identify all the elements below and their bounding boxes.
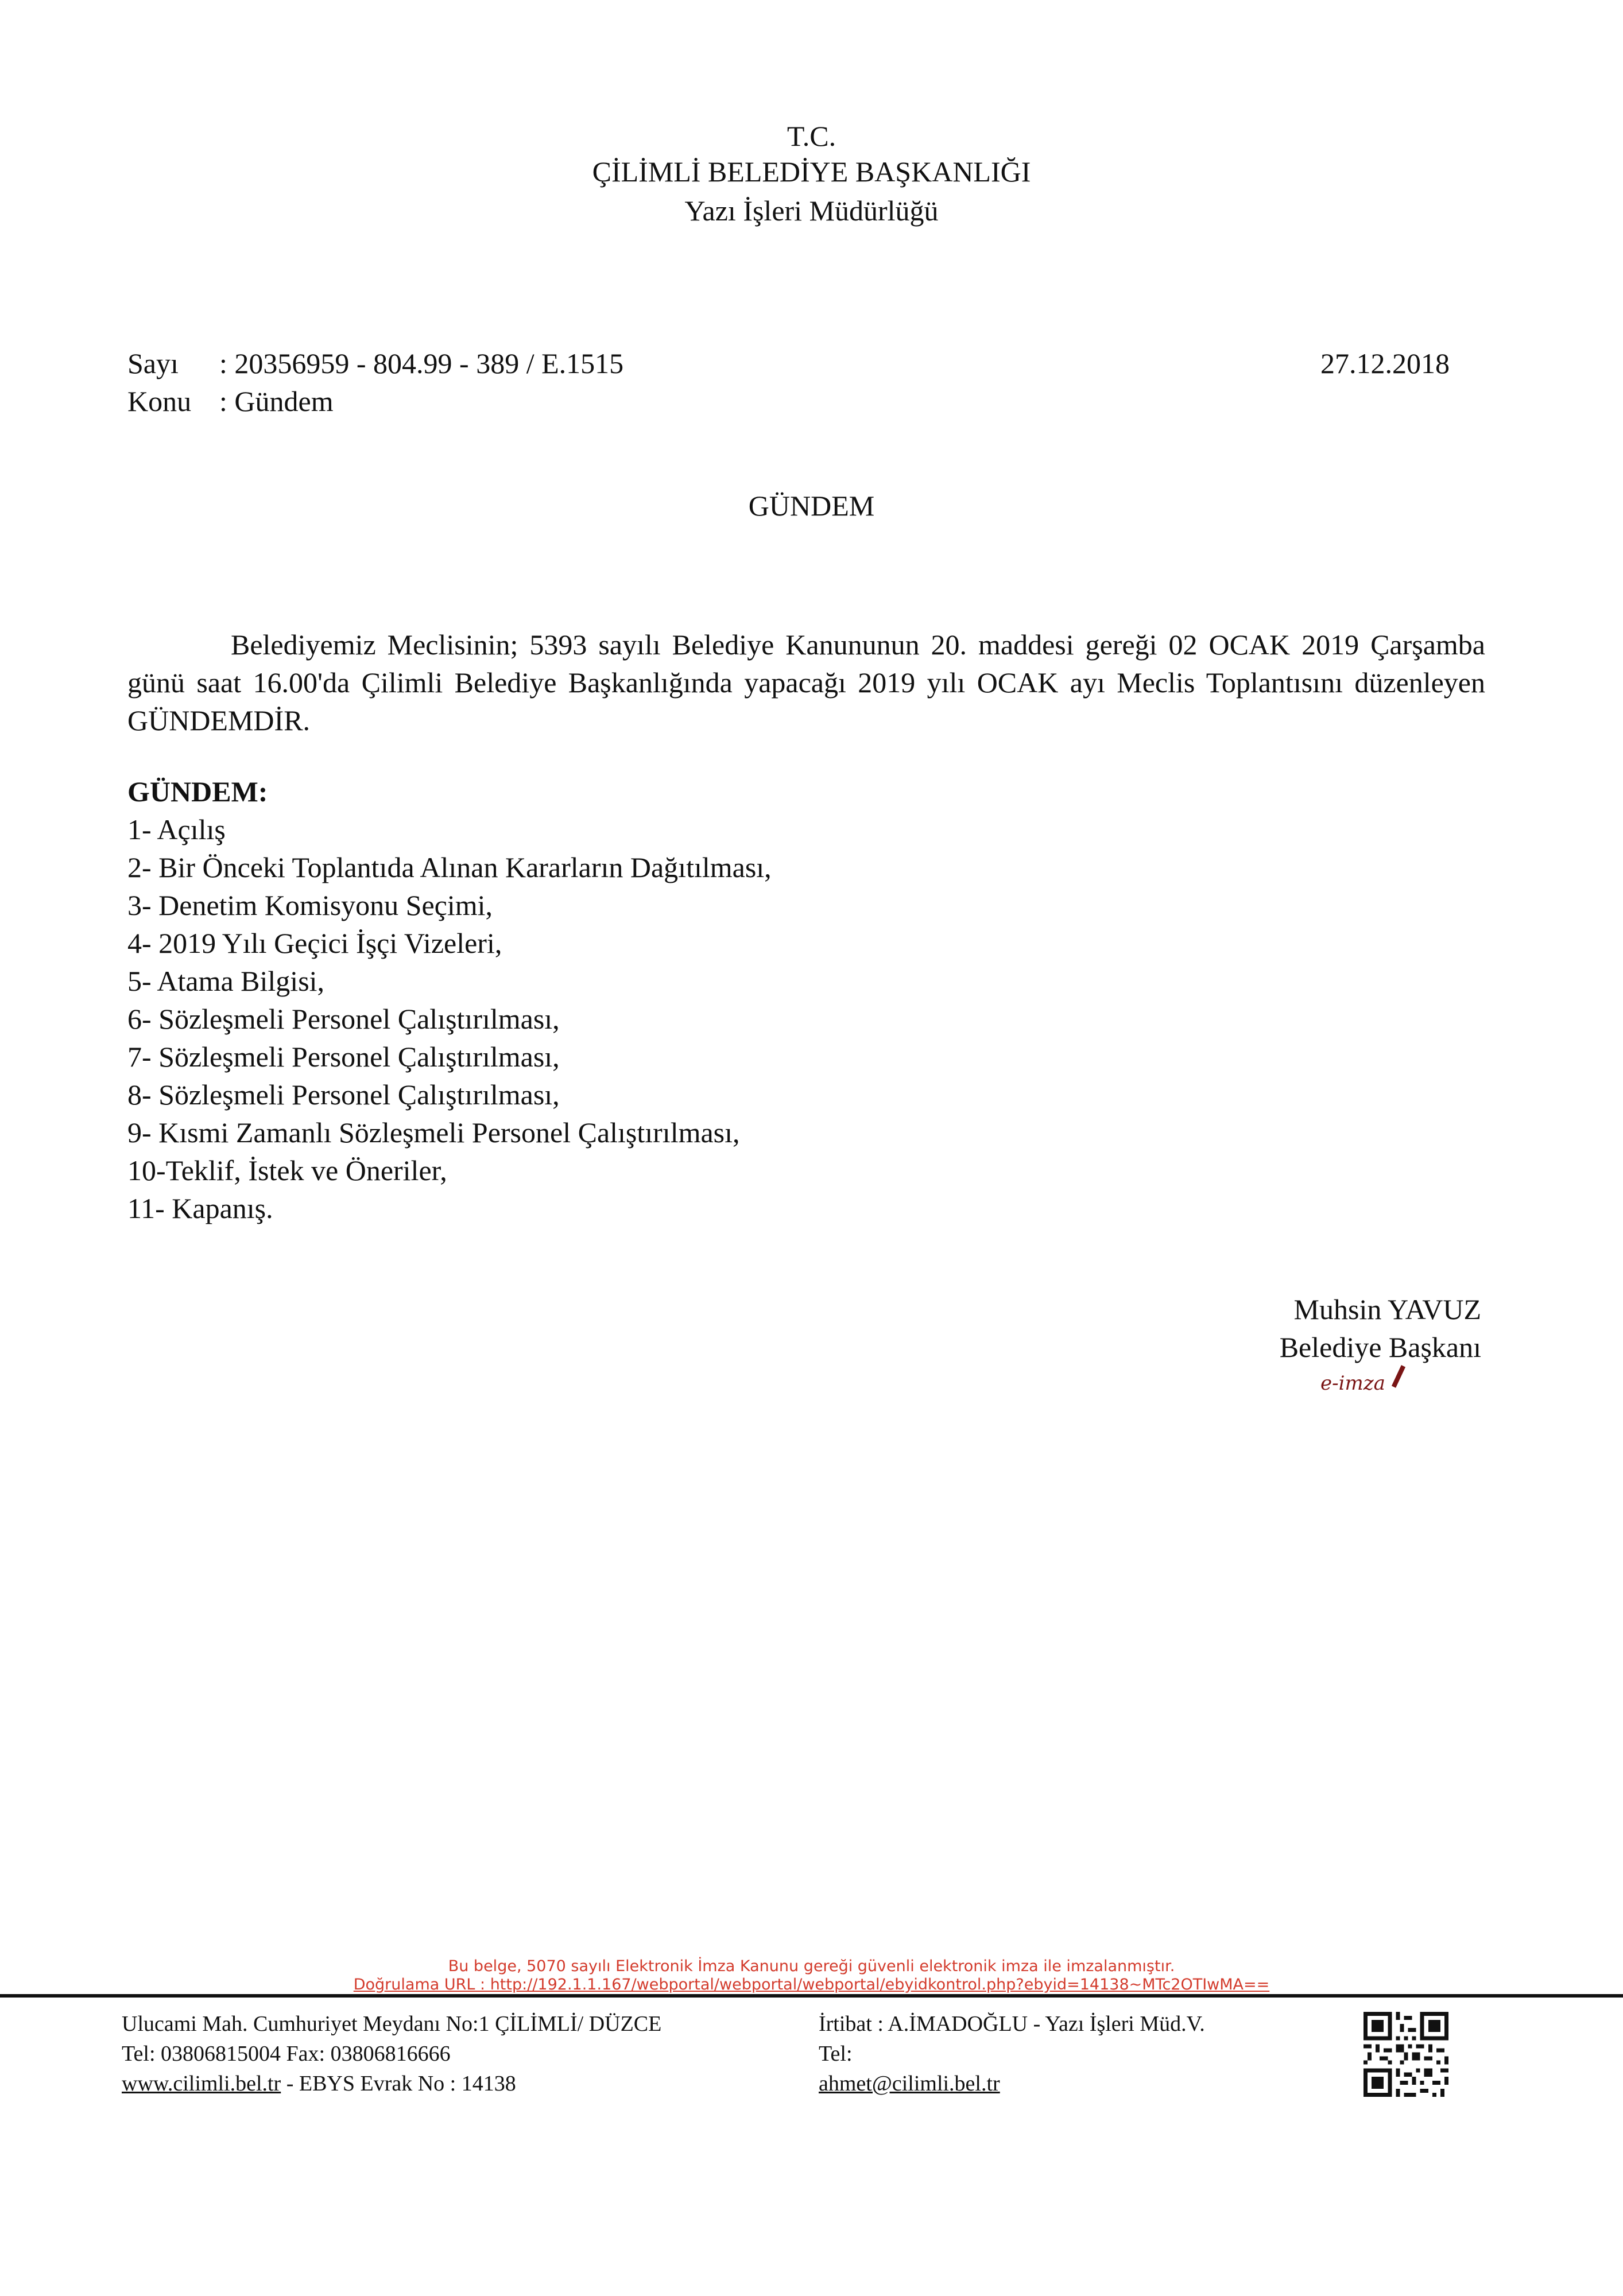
verification-url[interactable] bbox=[0, 1976, 1623, 1994]
agenda-item: 6- Sözleşmeli Personel Çalıştırılması, bbox=[127, 1003, 560, 1035]
agenda-item: 11- Kapanış. bbox=[127, 1192, 273, 1224]
verification-url-text[interactable]: Doğrulama URL : http://192.1.1.167/webportal/webportal/webportal/ebyidkontrol.php?ebyid=14138~MTc2OTIwMA== bbox=[353, 1976, 1270, 1994]
agenda-item: 2- Bir Önceki Toplantıda Alınan Kararların Dağıtılması, bbox=[127, 851, 772, 883]
agenda-item: 8- Sözleşmeli Personel Çalıştırılması, bbox=[127, 1079, 560, 1111]
signatory-name: Muhsin YAVUZ bbox=[1293, 1293, 1481, 1325]
qr-code-icon bbox=[1364, 2012, 1448, 2097]
signatory-title: Belediye Başkanı bbox=[1279, 1331, 1481, 1363]
sayi-value: : 20356959 - 804.99 - 389 / E.1515 bbox=[219, 347, 624, 379]
agenda-item: 5- Atama Bilgisi, bbox=[127, 965, 325, 997]
footer-phone: Tel: 03806815004 Fax: 03806816666 bbox=[122, 2042, 451, 2066]
e-signature-mark: e-imza bbox=[1320, 1372, 1385, 1395]
ebys-number: - EBYS Evrak No : 14138 bbox=[281, 2072, 516, 2096]
footer-web-row bbox=[122, 2069, 516, 2099]
sayi-label: Sayı bbox=[127, 347, 179, 379]
agenda-item: 9- Kısmi Zamanlı Sözleşmeli Personel Çalıştırılması, bbox=[127, 1116, 740, 1149]
agenda-heading: GÜNDEM: bbox=[127, 775, 268, 808]
agenda-item: 1- Açılış bbox=[127, 813, 226, 846]
konu-label: Konu bbox=[127, 385, 192, 417]
email-link[interactable]: ahmet@cilimli.bel.tr bbox=[819, 2072, 1000, 2096]
agenda-item: 10-Teklif, İstek ve Öneriler, bbox=[127, 1154, 447, 1186]
esign-notice: Bu belge, 5070 sayılı Elektronik İmza Kanunu gereği güvenli elektronik imza ile imzalanmıştır. bbox=[448, 1957, 1175, 1975]
header-tc: T.C. bbox=[787, 120, 836, 152]
footer-email bbox=[819, 2069, 1000, 2099]
footer-contact: İrtibat : A.İMADOĞLU - Yazı İşleri Müd.V. bbox=[819, 2012, 1205, 2036]
document-title: GÜNDEM bbox=[748, 490, 875, 522]
agenda-item: 3- Denetim Komisyonu Seçimi, bbox=[127, 889, 493, 921]
footer-address: Ulucami Mah. Cumhuriyet Meydanı No:1 ÇİLİMLİ/ DÜZCE bbox=[122, 2012, 662, 2036]
agenda-item: 7- Sözleşmeli Personel Çalıştırılması, bbox=[127, 1041, 560, 1073]
agenda-item: 4- 2019 Yılı Geçici İşçi Vizeleri, bbox=[127, 927, 502, 959]
header-department: Yazı İşleri Müdürlüğü bbox=[684, 195, 939, 227]
meta-sayi bbox=[127, 344, 623, 382]
footer-contact-tel: Tel: bbox=[819, 2042, 853, 2066]
website-link[interactable]: www.cilimli.bel.tr bbox=[122, 2072, 281, 2096]
header-institution: ÇİLİMLİ BELEDİYE BAŞKANLIĞI bbox=[592, 156, 1031, 188]
agenda-list bbox=[127, 810, 772, 1227]
e-signature-stroke bbox=[1392, 1365, 1405, 1388]
document-date: 27.12.2018 bbox=[1320, 347, 1450, 379]
konu-value: : Gündem bbox=[219, 385, 334, 417]
meta-konu bbox=[127, 382, 334, 420]
body-paragraph: Belediyemiz Meclisinin; 5393 sayılı Belediye Kanununun 20. maddesi gereği 02 OCAK 2019 Çarşamba günü saat 16.00'da Çilimli Belediye Başkanlığında yapacağı 2019 yılı OCAK ayı Meclis Toplantısını düzenleyen GÜNDEMDİR. bbox=[127, 629, 1485, 736]
footer-divider bbox=[0, 1994, 1623, 1998]
